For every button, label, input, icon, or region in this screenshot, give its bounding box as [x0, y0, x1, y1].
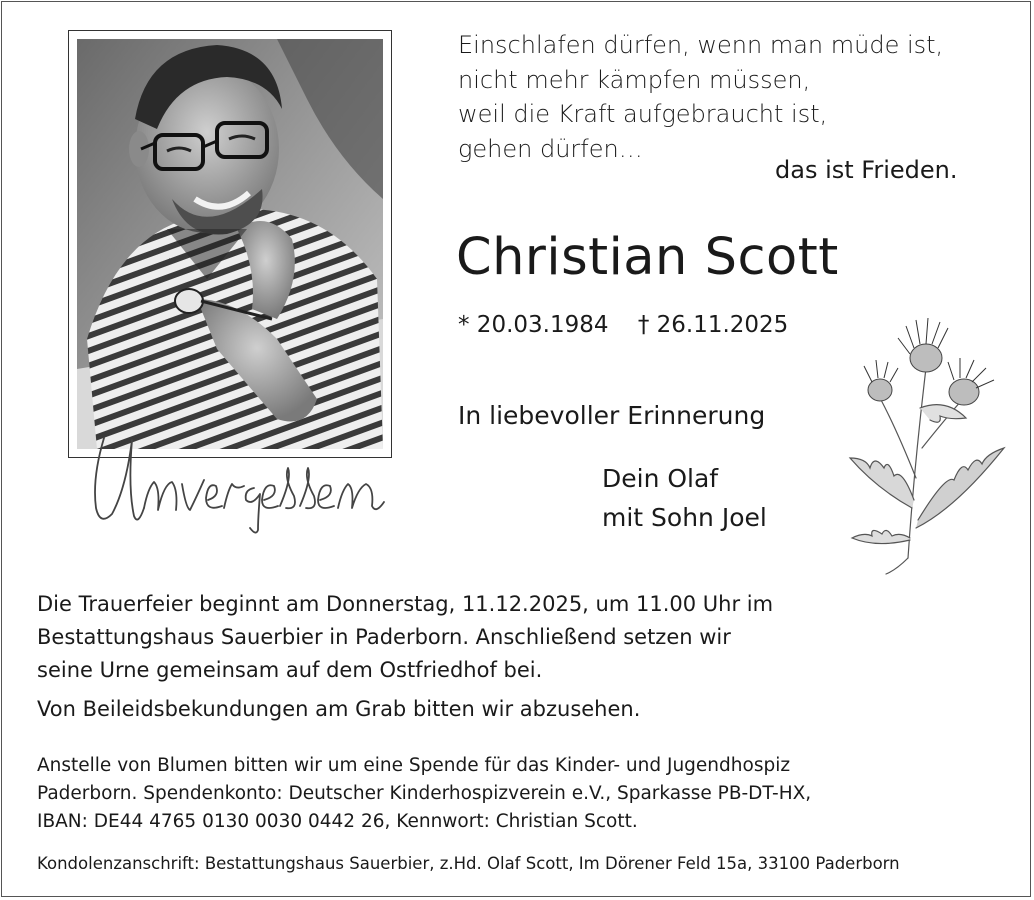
death-date: † 26.11.2025 — [637, 312, 789, 338]
signer-line: Dein Olaf — [602, 464, 719, 493]
deceased-name: Christian Scott — [456, 228, 839, 287]
portrait-photo — [77, 39, 383, 449]
signers — [602, 459, 767, 537]
poem-line: weil die Kraft aufgebraucht ist, — [458, 100, 828, 128]
condolence-note: Von Beileidsbekundungen am Grab bitten wir abzusehen. — [37, 697, 641, 721]
donation-info — [37, 752, 811, 836]
service-line: Die Trauerfeier beginnt am Donnerstag, 11.12.2025, um 11.00 Uhr im — [37, 592, 774, 616]
poem-line: gehen dürfen… — [458, 134, 643, 163]
condolence-address: Kondolenzanschrift: Bestattungshaus Sauerbier, z.Hd. Olaf Scott, Im Dörener Feld 15a, 33100 Paderborn — [37, 854, 900, 873]
poem-line: Einschlafen dürfen, wenn man müde ist, — [458, 31, 944, 59]
poem-line: nicht mehr kämpfen müssen, — [458, 65, 811, 94]
unvergessen-script — [82, 418, 402, 538]
donation-line: IBAN: DE44 4765 0130 0030 0442 26, Kennwort: Christian Scott. — [37, 811, 638, 832]
thistle-illustration — [836, 308, 1022, 578]
service-line: seine Urne gemeinsam auf dem Ostfriedhof bei. — [37, 658, 543, 682]
unvergessen-text: Unvergessen — [82, 418, 89, 419]
service-line: Bestattungshaus Sauerbier in Paderborn. Anschließend setzen wir — [37, 625, 731, 649]
signer-line: mit Sohn Joel — [602, 503, 767, 532]
donation-line: Paderborn. Spendenkonto: Deutscher Kinderhospizverein e.V., Sparkasse PB-DT-HX, — [37, 783, 812, 804]
poem — [458, 28, 943, 166]
poem-closing: das ist Frieden. — [775, 156, 958, 184]
donation-line: Anstelle von Blumen bitten wir um eine Spende für das Kinder- und Jugendhospiz — [37, 755, 791, 776]
life-dates — [458, 312, 810, 338]
portrait-frame — [68, 30, 392, 458]
birth-date: * 20.03.1984 — [458, 312, 609, 338]
memory-line: In liebevoller Erinnerung — [458, 401, 766, 430]
service-info — [37, 588, 773, 687]
